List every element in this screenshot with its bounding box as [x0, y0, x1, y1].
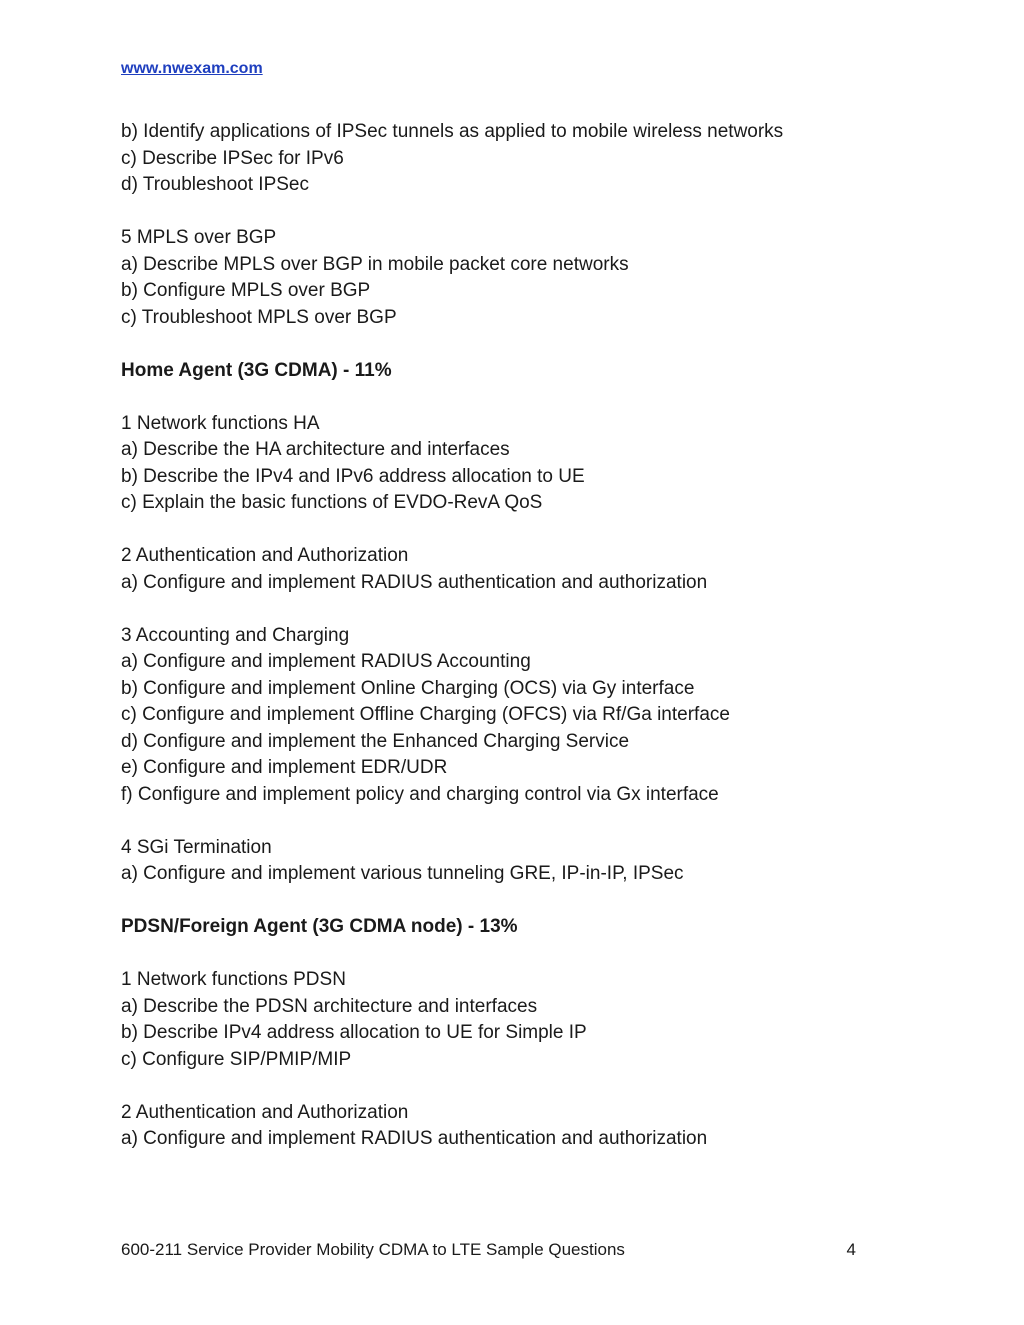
topic-item: c) Explain the basic functions of EVDO-RevA QoS: [121, 492, 543, 513]
footer-title: 600-211 Service Provider Mobility CDMA to LTE Sample Questions: [121, 1240, 625, 1259]
topic-title: 5 MPLS over BGP: [121, 227, 277, 248]
page-footer: [121, 1240, 856, 1260]
topic-item: d) Configure and implement the Enhanced Charging Service: [121, 730, 630, 752]
topic-item: a) Describe the HA architecture and interfaces: [121, 439, 510, 460]
topic-item: f) Configure and implement policy and charging control via Gx interface: [121, 783, 719, 805]
topic-title: 1 Network functions HA: [121, 412, 320, 434]
topic-item: b) Configure MPLS over BGP: [121, 280, 371, 301]
paragraph-gap: [121, 199, 921, 226]
paragraph-gap: [121, 941, 921, 968]
topic-item: e) Configure and implement EDR/UDR: [121, 757, 448, 778]
topic-title: 4 SGi Termination: [121, 836, 272, 858]
topic-item: b) Identify applications of IPSec tunnels as applied to mobile wireless networks: [121, 121, 784, 142]
paragraph-gap: [121, 331, 921, 358]
topic-item: c) Describe IPSec for IPv6: [121, 147, 344, 169]
topic-title: 2 Authentication and Authorization: [121, 1101, 409, 1123]
topic-title: 1 Network functions PDSN: [121, 969, 346, 990]
website-link[interactable]: www.nwexam.com: [121, 60, 263, 77]
topic-item: b) Describe IPv4 address allocation to UE for Simple IP: [121, 1022, 587, 1043]
section-heading: PDSN/Foreign Agent (3G CDMA node) - 13%: [121, 916, 518, 937]
paragraph-gap: [121, 1073, 921, 1100]
topic-title: 2 Authentication and Authorization: [121, 545, 409, 566]
topic-item: b) Configure and implement Online Charging (OCS) via Gy interface: [121, 677, 695, 699]
topic-item: a) Configure and implement RADIUS authentication and authorization: [121, 1128, 708, 1149]
topic-item: c) Configure and implement Offline Charging (OFCS) via Rf/Ga interface: [121, 704, 730, 725]
paragraph-gap: [121, 808, 921, 835]
topic-item: a) Configure and implement RADIUS Accounting: [121, 651, 531, 672]
topic-item: b) Describe the IPv4 and IPv6 address allocation to UE: [121, 465, 585, 487]
topic-item: a) Configure and implement RADIUS authentication and authorization: [121, 571, 708, 593]
section-heading: Home Agent (3G CDMA) - 11%: [121, 359, 392, 381]
paragraph-gap: [121, 384, 921, 411]
topic-item: a) Configure and implement various tunneling GRE, IP-in-IP, IPSec: [121, 863, 684, 884]
paragraph-gap: [121, 596, 921, 623]
paragraph-gap: [121, 517, 921, 544]
topic-title: 3 Accounting and Charging: [121, 624, 350, 646]
topic-item: c) Troubleshoot MPLS over BGP: [121, 306, 397, 328]
document-body: [121, 119, 921, 1153]
topic-item: a) Describe the PDSN architecture and interfaces: [121, 995, 538, 1017]
topic-item: a) Describe MPLS over BGP in mobile packet core networks: [121, 253, 629, 275]
topic-item: d) Troubleshoot IPSec: [121, 174, 309, 195]
page-number: 4: [846, 1240, 856, 1259]
topic-item: c) Configure SIP/PMIP/MIP: [121, 1048, 352, 1070]
paragraph-gap: [121, 888, 921, 915]
